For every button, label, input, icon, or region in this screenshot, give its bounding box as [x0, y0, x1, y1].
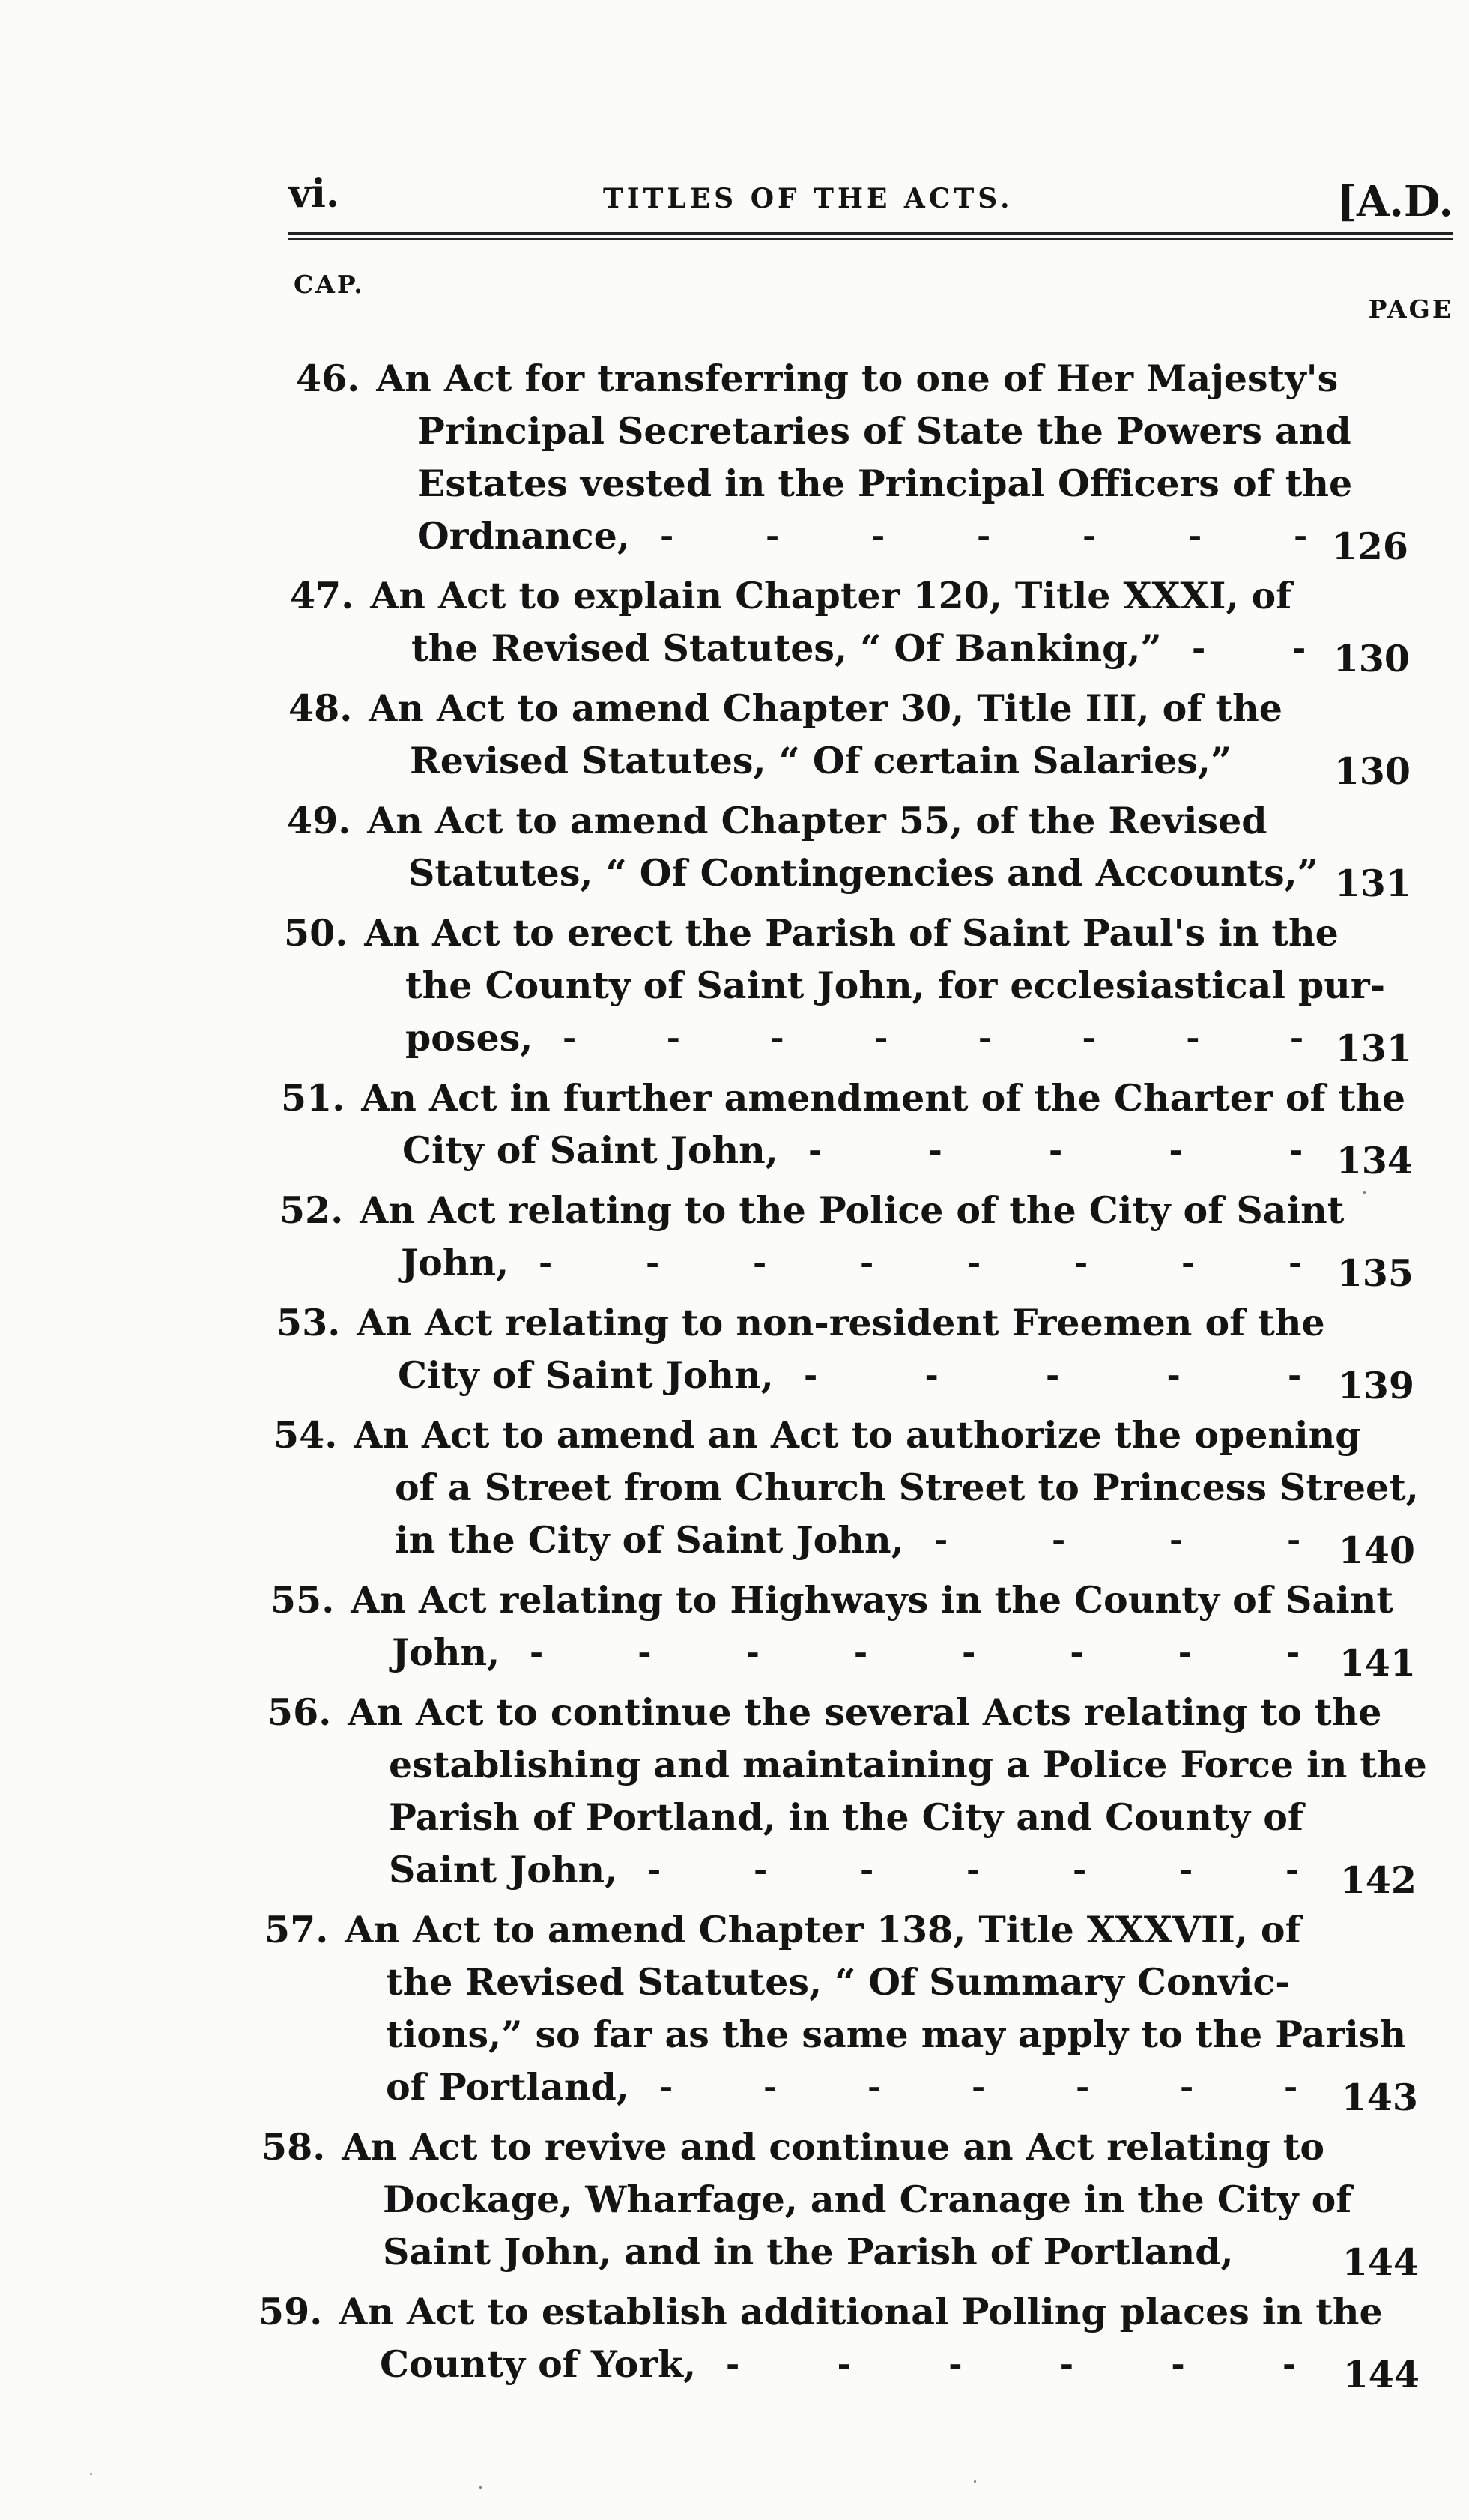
leader-dash: - — [1082, 516, 1097, 555]
act-title-text: An Act to revive and continue an Act relating to — [342, 2125, 1325, 2169]
leader-dash: - — [1292, 629, 1306, 668]
paper-speck — [1363, 1191, 1366, 1194]
chapter-number: 56. — [267, 1690, 332, 1734]
year-label: [A.D. — [1336, 177, 1453, 226]
leader-dash: - — [1288, 1243, 1303, 1282]
act-entry — [0, 1184, 1469, 1295]
page-reference: 144 — [1342, 2353, 1420, 2396]
dot-leaders — [563, 1012, 1303, 1064]
act-title-line: City of Saint John, — [398, 1353, 774, 1397]
leader-dash: - — [539, 1243, 553, 1282]
dot-leaders — [539, 1236, 1302, 1289]
act-title-line — [296, 352, 1338, 405]
page-reference: 130 — [1333, 749, 1411, 793]
leader-dash: - — [948, 2345, 963, 2384]
act-title-text: An Act to explain Chapter 120, Title XXXI, of — [370, 574, 1292, 617]
leader-dash: - — [1289, 1018, 1304, 1057]
dot-leaders — [726, 2338, 1296, 2390]
leader-dash: - — [1049, 1131, 1063, 1170]
dot-leaders — [934, 1514, 1300, 1566]
act-title-text: An Act relating to Highways in the County of Saint — [351, 1578, 1393, 1622]
leader-dash: - — [853, 1633, 868, 1672]
act-title-text: An Act to amend an Act to authorize the opening — [354, 1413, 1361, 1457]
leader-dash: - — [871, 516, 885, 555]
page-reference: 143 — [1341, 2076, 1418, 2119]
act-entry — [0, 907, 1469, 1070]
act-entry — [0, 1903, 1469, 2119]
act-entry — [0, 1072, 1469, 1182]
act-entry — [0, 1686, 1469, 1902]
chapter-number: 49. — [287, 799, 351, 842]
leader-dash: - — [860, 1850, 874, 1889]
act-title-line: John, — [392, 1631, 500, 1674]
act-title-line — [290, 569, 1291, 622]
act-title-line — [267, 1686, 1381, 1738]
leader-dash: - — [660, 516, 674, 555]
act-title-line — [276, 1296, 1325, 1349]
act-title-line — [284, 907, 1339, 959]
act-title-line — [273, 1409, 1361, 1461]
act-title-text: An Act to amend Chapter 30, Title III, of the — [369, 686, 1282, 730]
chapter-number: 55. — [270, 1578, 335, 1622]
leader-dash: - — [1289, 1131, 1303, 1170]
leader-dash: - — [530, 1633, 544, 1672]
leader-dash: - — [637, 1633, 652, 1672]
leader-dash: - — [924, 1356, 939, 1395]
act-title-line — [264, 1903, 1301, 1956]
act-title-line — [279, 1184, 1344, 1236]
leader-dash: - — [966, 1850, 981, 1889]
act-title-line: John, — [401, 1241, 509, 1284]
page-reference: 126 — [1331, 525, 1408, 568]
act-title-line: establishing and maintaining a Police Force in the — [389, 1743, 1427, 1786]
act-title-line — [258, 2285, 1383, 2338]
act-title-line: poses, — [405, 1016, 533, 1060]
paper-speck — [90, 2473, 92, 2475]
running-title: TITLES OF THE ACTS. — [603, 183, 1014, 214]
leader-dash: - — [754, 1850, 768, 1889]
leader-dash: - — [770, 1018, 784, 1057]
act-title-line: Estates vested in the Principal Officers of the — [417, 462, 1353, 505]
act-entry — [0, 352, 1469, 568]
leader-dash: - — [646, 1243, 660, 1282]
dot-leaders — [660, 510, 1307, 562]
leader-dash: - — [962, 1633, 976, 1672]
page-reference: 130 — [1333, 637, 1410, 680]
dot-leaders — [1192, 622, 1306, 674]
leader-dash: - — [563, 1018, 577, 1057]
leader-dash: - — [1171, 2345, 1185, 2384]
chapter-number: 59. — [258, 2290, 323, 2333]
chapter-number: 57. — [264, 1908, 329, 1951]
act-title-line: County of York, — [380, 2342, 697, 2386]
page-reference: 131 — [1335, 1027, 1412, 1070]
act-title-text: An Act in further amendment of the Charter of the — [361, 1076, 1406, 1120]
act-entry — [0, 1296, 1469, 1407]
chapter-number: 48. — [288, 686, 353, 730]
leader-dash: - — [1188, 516, 1202, 555]
leader-dash: - — [647, 1850, 661, 1889]
leader-dash: - — [1166, 1356, 1181, 1395]
dot-leaders — [647, 1843, 1299, 1896]
chapter-number: 51. — [281, 1076, 345, 1120]
leader-dash: - — [1076, 2067, 1090, 2106]
act-entry — [0, 2285, 1469, 2396]
chapter-number: 52. — [279, 1188, 344, 1232]
page-reference: 135 — [1336, 1251, 1414, 1295]
act-title-text: An Act to establish additional Polling places in the — [339, 2290, 1383, 2333]
act-entry — [0, 1574, 1469, 1684]
page-number: vi. — [288, 171, 340, 217]
leader-dash: - — [808, 1131, 823, 1170]
leader-dash: - — [666, 1018, 680, 1057]
page-reference: 139 — [1337, 1364, 1414, 1407]
page-reference: 131 — [1334, 862, 1411, 905]
leader-dash: - — [1284, 2067, 1298, 2106]
leader-dash: - — [972, 2067, 986, 2106]
act-title-line — [261, 2121, 1324, 2173]
leader-dash: - — [726, 2345, 740, 2384]
leader-dash: - — [867, 2067, 882, 2106]
act-title-text: An Act relating to non-resident Freemen of the — [357, 1301, 1325, 1344]
leader-dash: - — [934, 1520, 948, 1559]
leader-dash: - — [1073, 1850, 1087, 1889]
leader-dash: - — [978, 1018, 993, 1057]
act-title-line: Parish of Portland, in the City and County of — [389, 1795, 1303, 1839]
column-header-page: PAGE — [1368, 294, 1453, 324]
leader-dash: - — [1180, 2067, 1194, 2106]
leader-dash: - — [874, 1018, 888, 1057]
act-entry — [0, 794, 1469, 905]
leader-dash: - — [1082, 1018, 1096, 1057]
act-title-line: Saint John, and in the Parish of Portland, — [383, 2230, 1234, 2273]
leader-dash: - — [1282, 2345, 1297, 2384]
chapter-number: 54. — [273, 1413, 338, 1457]
leader-dash: - — [1059, 2345, 1074, 2384]
leader-dash: - — [1287, 1520, 1301, 1559]
leader-dash: - — [1046, 1356, 1060, 1395]
leader-dash: - — [804, 1356, 818, 1395]
act-entry — [0, 1409, 1469, 1572]
act-title-text: An Act to erect the Parish of Saint Paul's in the — [364, 911, 1339, 955]
paper-speck — [974, 2480, 976, 2483]
act-title-line: the Revised Statutes, “ Of Summary Convic- — [386, 1960, 1291, 2004]
act-title-line: the Revised Statutes, “ Of Banking,” — [411, 626, 1162, 670]
act-title-line: City of Saint John, — [402, 1128, 778, 1172]
column-header-cap: CAP. — [294, 270, 365, 299]
leader-dash: - — [1285, 1850, 1300, 1889]
leader-dash: - — [1052, 1520, 1066, 1559]
chapter-number: 46. — [296, 357, 360, 400]
chapter-number: 47. — [290, 574, 354, 617]
act-title-line: Dockage, Wharfage, and Cranage in the City of — [383, 2178, 1352, 2221]
act-title-line: Revised Statutes, “ Of certain Salaries,” — [410, 739, 1232, 782]
leader-dash: - — [763, 2067, 778, 2106]
leader-dash: - — [745, 1633, 760, 1672]
leader-dash: - — [928, 1131, 942, 1170]
leader-dash: - — [1186, 1018, 1200, 1057]
act-title-line — [270, 1574, 1393, 1626]
act-title-line: the County of Saint John, for ecclesiastical pur- — [405, 964, 1386, 1007]
act-title-line: tions,” so far as the same may apply to the Parish — [386, 2013, 1407, 2056]
leader-dash: - — [1169, 1131, 1183, 1170]
dot-leaders — [530, 1626, 1300, 1679]
act-title-text: An Act to amend Chapter 55, of the Revised — [367, 799, 1267, 842]
leader-dash: - — [1288, 1356, 1302, 1395]
leader-dash: - — [753, 1243, 767, 1282]
leader-dash: - — [1192, 629, 1206, 668]
act-title-line: of a Street from Church Street to Princess Street, — [395, 1466, 1419, 1509]
act-entry — [0, 569, 1469, 680]
page-reference: 141 — [1339, 1641, 1416, 1684]
act-title-line: of Portland, — [386, 2065, 629, 2109]
chapter-number: 53. — [276, 1301, 341, 1344]
chapter-number: 50. — [284, 911, 348, 955]
act-title-text: An Act to amend Chapter 138, Title XXXVII, of — [345, 1908, 1301, 1951]
leader-dash: - — [1179, 1850, 1193, 1889]
dot-leaders — [808, 1124, 1303, 1176]
act-title-line — [281, 1072, 1405, 1124]
act-title-line: Ordnance, — [417, 514, 630, 558]
leader-dash: - — [1169, 1520, 1184, 1559]
dot-leaders — [804, 1349, 1301, 1401]
act-title-line: in the City of Saint John, — [395, 1518, 904, 1562]
leader-dash: - — [1294, 516, 1308, 555]
act-entry — [0, 2121, 1469, 2284]
act-title-text: An Act for transferring to one of Her Majesty's — [376, 357, 1339, 400]
page-reference: 140 — [1338, 1529, 1415, 1572]
act-title-line — [288, 682, 1282, 734]
act-title-text: An Act to continue the several Acts relating to the — [348, 1690, 1382, 1734]
leader-dash: - — [967, 1243, 981, 1282]
leader-dash: - — [1181, 1243, 1196, 1282]
chapter-number: 58. — [261, 2125, 326, 2169]
leader-dash: - — [1074, 1243, 1088, 1282]
act-title-line: Principal Secretaries of State the Powers and — [417, 409, 1351, 453]
leader-dash: - — [1178, 1633, 1192, 1672]
act-title-line: Statutes, “ Of Contingencies and Accounts,” — [408, 851, 1318, 895]
leader-dash: - — [1070, 1633, 1084, 1672]
act-title-line — [287, 794, 1267, 847]
leader-dash: - — [837, 2345, 851, 2384]
leader-dash: - — [1285, 1633, 1300, 1672]
leader-dash: - — [766, 516, 780, 555]
act-title-text: An Act relating to the Police of the City of Saint — [360, 1188, 1345, 1232]
leader-dash: - — [860, 1243, 874, 1282]
dot-leaders — [659, 2061, 1297, 2113]
page-reference: 142 — [1339, 1858, 1417, 1902]
paper-speck — [479, 2486, 482, 2489]
leader-dash: - — [977, 516, 991, 555]
act-entry — [0, 682, 1469, 793]
leader-dash: - — [659, 2067, 673, 2106]
page-reference: 134 — [1336, 1139, 1413, 1182]
act-title-line: Saint John, — [389, 1848, 618, 1891]
page-reference: 144 — [1342, 2240, 1419, 2284]
